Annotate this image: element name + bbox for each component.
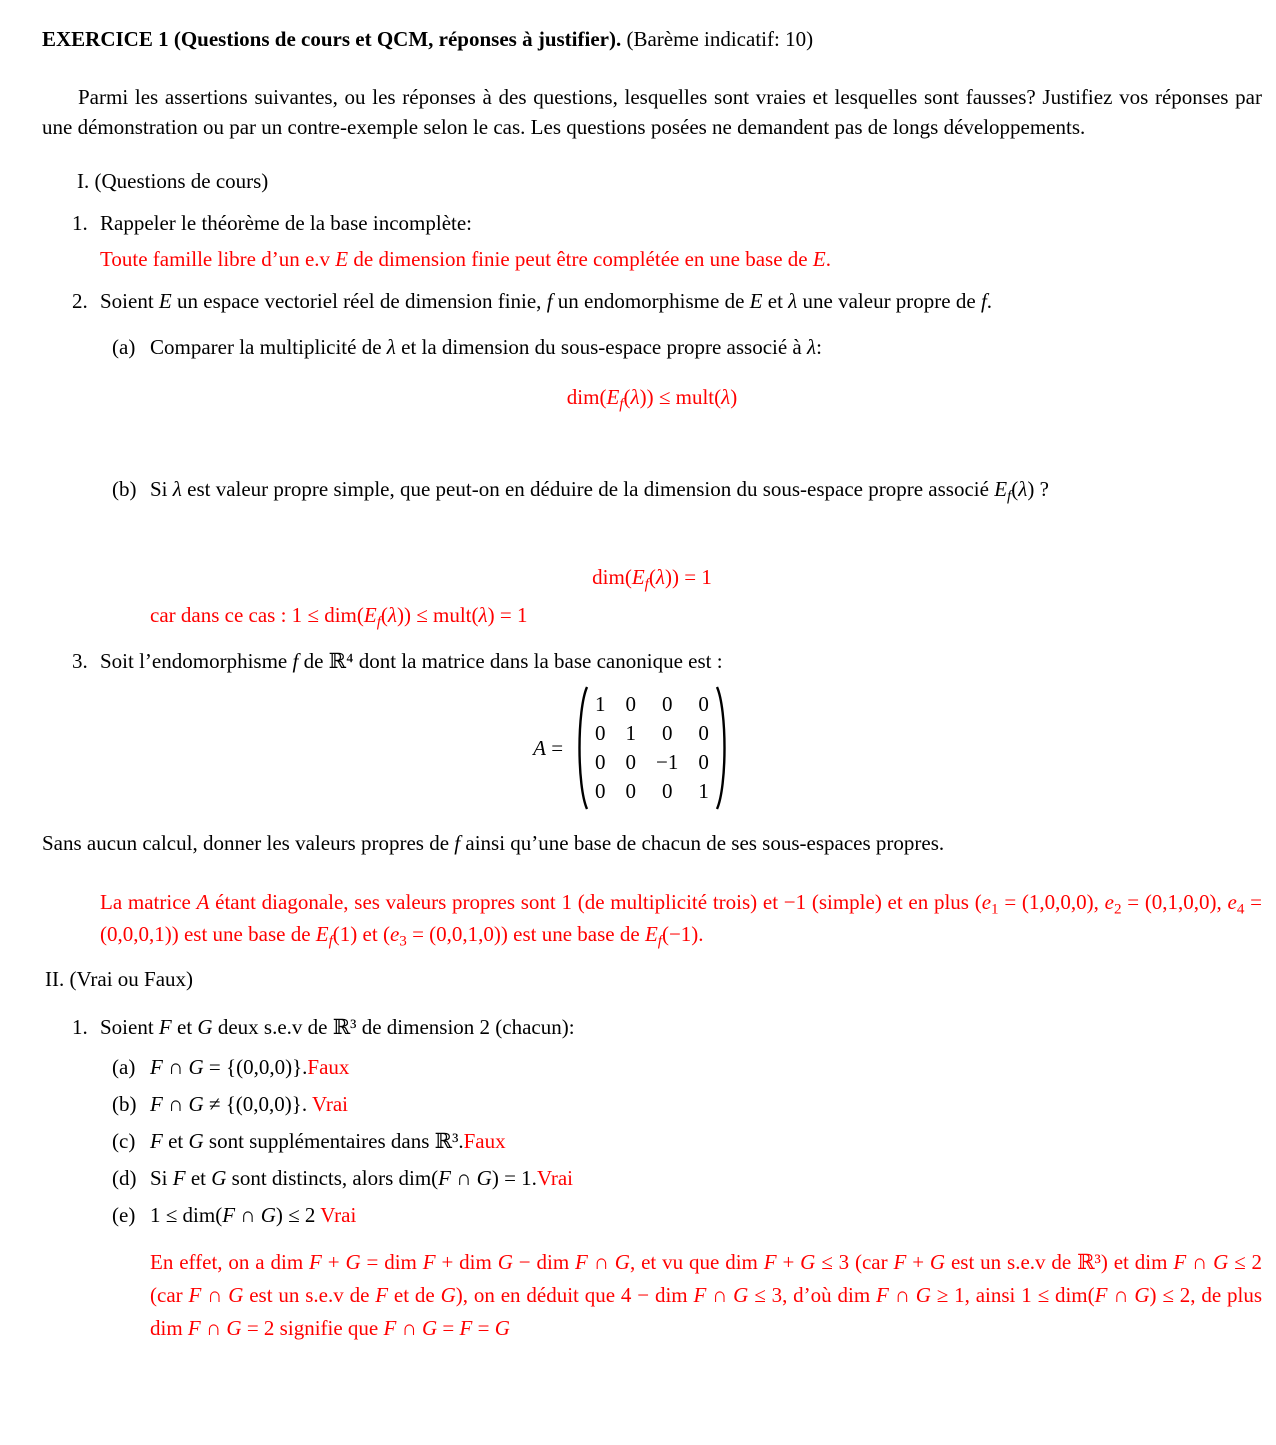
- question-2b-text: Si λ est valeur propre simple, que peut-on en déduire de la dimension du sous-espace propre associé $E_f(\lambda)$ ?: [150, 477, 1049, 505]
- truefalse-item-e: [42, 1204, 1262, 1226]
- section-ii-label: II.: [45, 967, 65, 991]
- matrix-cell: 0: [625, 779, 637, 803]
- matrix-cell: −1: [656, 750, 679, 774]
- truefalse-item-b: [42, 1093, 1262, 1115]
- answer-note-2b: car dans ce cas : $1 \le dim(E_f(\lambda))$ ≤ mult(λ) = 1: [150, 603, 528, 631]
- intro-paragraph: Parmi les assertions suivantes, ou les réponses à des questions, lesquelles sont vraies et lesquelles sont fausses? Justifiez vos réponses par une démonstration ou par un contre-exemple selon le cas. Les questions posées ne demandent pas de longs développements.: [42, 85, 1262, 139]
- formula-dim-le-mult: $dim(E_f(\lambda))$ ≤ mult(λ): [566, 385, 738, 413]
- matrix-cell: 0: [595, 721, 606, 745]
- matrix-cell: 0: [595, 750, 606, 774]
- truefalse-item-d-label: (d): [112, 1166, 137, 1190]
- matrix-cell: 0: [661, 721, 673, 745]
- truefalse-item-b-label: (b): [112, 1092, 137, 1116]
- matrix-cell: 0: [625, 692, 637, 716]
- truefalse-1-text: Soient F et G deux s.e.v de ℝ³ de dimension 2 (chacun):: [100, 1015, 575, 1039]
- matrix-cell: 0: [661, 779, 673, 803]
- question-2-label: 2.: [72, 289, 88, 313]
- question-1: [42, 208, 1262, 238]
- question-1-answer: Toute famille libre d’un e.v E de dimension finie peut être complétée en une base de E.: [100, 247, 831, 271]
- matrix-cell: 1: [595, 692, 606, 716]
- truefalse-item-a-statement: F ∩ G = {(0,0,0)}.: [150, 1055, 308, 1079]
- truefalse-item-e-statement: 1 ≤ dim(F ∩ G) ≤ 2: [150, 1203, 321, 1227]
- truefalse-1-label: 1.: [72, 1015, 88, 1039]
- question-1-label: 1.: [72, 211, 88, 235]
- matrix-cell: 1: [698, 779, 709, 803]
- truefalse-item-b-verdict: Vrai: [311, 1092, 349, 1116]
- matrix-cell: 0: [595, 779, 606, 803]
- question-3-label: 3.: [72, 649, 88, 673]
- question-2-text: Soient E un espace vectoriel réel de dimension finie, f un endomorphisme de E et λ une valeur propre de f.: [100, 289, 993, 313]
- question-2: [42, 286, 1262, 316]
- question-1-text: Rappeler le théorème de la base incomplète:: [100, 211, 473, 235]
- question-2b: [42, 474, 1262, 504]
- matrix-cell: 0: [698, 750, 709, 774]
- matrix-cell: 0: [625, 750, 637, 774]
- question-3-text: Soit l’endomorphisme f de ℝ⁴ dont la matrice dans la base canonique est :: [100, 649, 723, 673]
- question-2a-text: Comparer la multiplicité de λ et la dimension du sous-espace propre associé à λ:: [150, 335, 822, 359]
- question-3: [42, 646, 1262, 676]
- truefalse-item-c-label: (c): [112, 1129, 136, 1153]
- truefalse-item-d: [42, 1167, 1262, 1189]
- section-i-heading: [42, 166, 1262, 196]
- truefalse-item-d-statement: Si F et G sont distincts, alors dim(F ∩ G) = 1.: [150, 1166, 537, 1190]
- matrix-lhs: A =: [533, 736, 564, 760]
- matrix-cell: 0: [698, 721, 709, 745]
- truefalse-item-a-label: (a): [112, 1055, 136, 1079]
- question-2b-label: (b): [112, 477, 137, 501]
- matrix-cell: 1: [625, 721, 637, 745]
- truefalse-item-d-verdict: Vrai: [536, 1166, 573, 1190]
- section-ii-heading: [42, 964, 1262, 994]
- truefalse-item-b-statement: F ∩ G ≠ {(0,0,0)}.: [150, 1092, 312, 1116]
- matrix-cell: 0: [661, 692, 673, 716]
- question-3-answer: La matrice A étant diagonale, ses valeurs propres sont 1 (de multiplicité trois) et −1 (simple) et en plus ($e_1 = (1,0,0,0)$, $e_2 = (0,1,0,0)$, $e_4 = (0,0,0,1)$) est une base de $E_f(1)$ et $(e_3 = (0,0,1,0))$ est une base de $E_f(-1)$.: [100, 890, 1263, 950]
- section-i-text: (Questions de cours): [94, 169, 269, 193]
- truefalse-item-c: [42, 1130, 1262, 1152]
- section-i-label: I.: [77, 169, 90, 193]
- truefalse-item-c-statement: F et G sont supplémentaires dans ℝ³.: [150, 1129, 464, 1153]
- truefalse-1: [42, 1012, 1262, 1042]
- question-2a: [42, 332, 1262, 362]
- truefalse-item-e-label: (e): [112, 1203, 136, 1227]
- matrix-grid: [593, 688, 711, 808]
- truefalse-item-c-verdict: Faux: [463, 1129, 506, 1153]
- truefalse-item-a-verdict: Faux: [307, 1055, 350, 1079]
- exercise-bareme: (Barème indicatif: 10): [626, 27, 814, 51]
- exercise-heading: [42, 24, 1262, 54]
- question-3-followup: Sans aucun calcul, donner les valeurs propres de f ainsi qu’une base de chacun de ses sous-espaces propres.: [42, 831, 945, 855]
- matrix-paren-right: [715, 684, 731, 812]
- truefalse-justification: En effet, on a dim F + G = dim F + dim G − dim F ∩ G, et vu que dim F + G ≤ 3 (car F + G est un s.e.v de ℝ³) et dim F ∩ G ≤ 2 (car F ∩ G est un s.e.v de F et de G), on en déduit que 4 − dim F ∩ G ≤ 3, d’où dim F ∩ G ≥ 1, ainsi 1 ≤ dim(F ∩ G) ≤ 2, de plus dim F ∩ G = 2 signifie que F ∩ G = F = G: [150, 1250, 1263, 1340]
- matrix-equation: [42, 684, 1222, 812]
- matrix-paren-left: [573, 684, 589, 812]
- section-ii-text: (Vrai ou Faux): [69, 967, 194, 991]
- truefalse-item-a: [42, 1056, 1262, 1078]
- truefalse-item-e-verdict: Vrai: [320, 1203, 357, 1227]
- matrix-cell: 0: [698, 692, 709, 716]
- question-2a-label: (a): [112, 335, 136, 359]
- exercise-title: EXERCICE 1 (Questions de cours et QCM, réponses à justifier).: [42, 27, 622, 51]
- formula-dim-eq-1: $dim(E_f(\lambda)) = 1$: [592, 565, 712, 593]
